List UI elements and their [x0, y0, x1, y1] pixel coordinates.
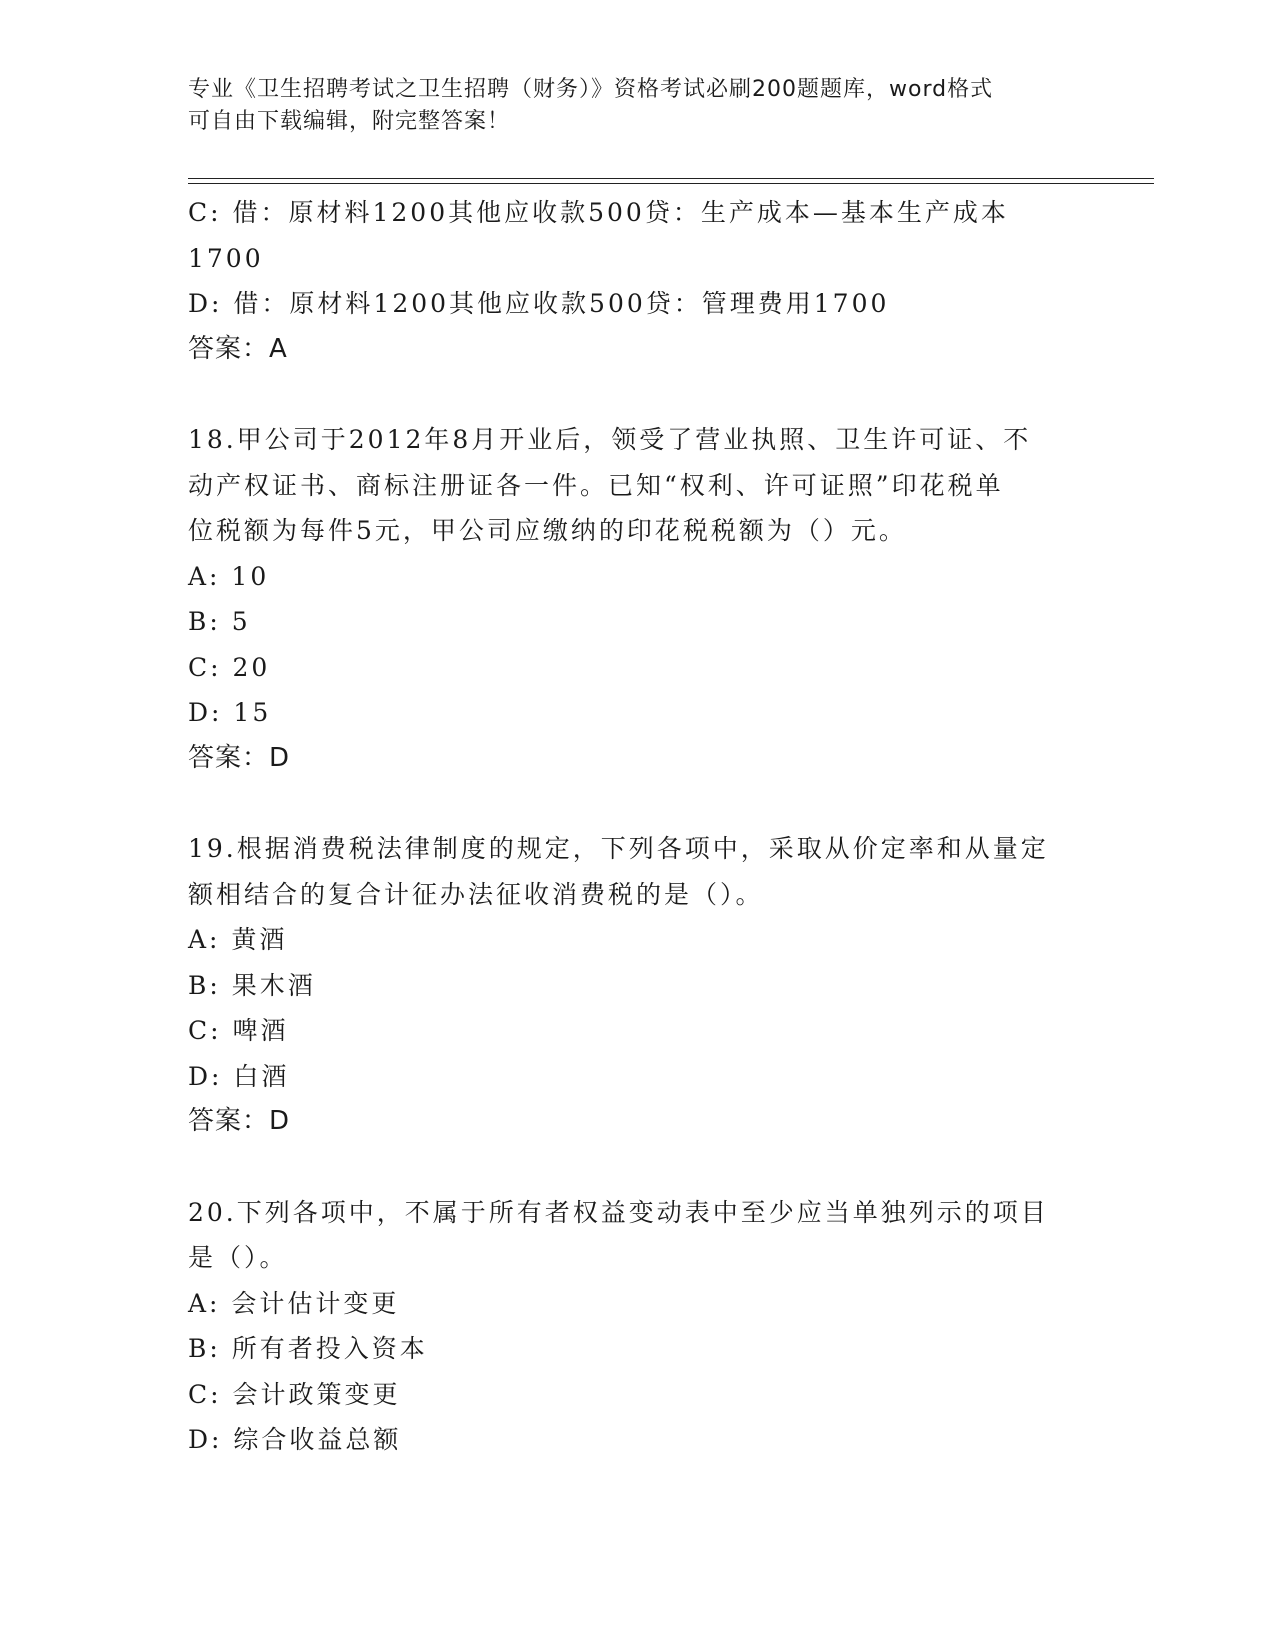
spacer — [188, 1145, 1088, 1190]
question-19 — [188, 826, 1088, 1145]
spacer — [188, 372, 1088, 417]
question-20 — [188, 1190, 1088, 1463]
question-list — [188, 190, 1088, 1463]
question-stem-line-2: 是（）。 — [188, 1243, 288, 1272]
question-stem-line-3: 位税额为每件5元，甲公司应缴纳的印花税税额为（）元。 — [188, 516, 907, 545]
option-a: A: 会计估计变更 — [188, 1288, 400, 1318]
option-d: D: 白酒 — [188, 1061, 290, 1091]
option-a: A: 黄酒 — [188, 925, 288, 954]
option-d: D: 借：原材料1200其他应收款500贷：管理费用1700 — [188, 289, 890, 318]
option-b: B: 所有者投入资本 — [188, 1334, 428, 1363]
option-c: C: 啤酒 — [188, 1016, 289, 1045]
option-c: C: 会计政策变更 — [188, 1379, 401, 1409]
question-stem-line-1: 20.下列各项中，不属于所有者权益变动表中至少应当单独列示的项目 — [188, 1197, 1049, 1227]
option-b: B: 5 — [188, 607, 251, 636]
header-title-line-1: 专业《卫生招聘考试之卫生招聘（财务）》资格考试必刷200题题库，word格式 — [188, 77, 994, 102]
answer: 答案：A — [188, 333, 288, 364]
page-header — [188, 74, 1088, 138]
option-b: B: 果木酒 — [188, 970, 316, 1000]
option-a: A: 10 — [188, 561, 270, 591]
question-stem-line-2: 额相结合的复合计征办法征收消费税的是（）。 — [188, 879, 764, 909]
answer: 答案：D — [188, 1106, 291, 1136]
question-stem-line-2: 动产权证书、商标注册证各一件。已知“权利、许可证照”印花税单 — [188, 470, 1004, 500]
option-c-line-1: C: 借：原材料1200其他应收款500贷：生产成本—基本生产成本 — [188, 198, 1009, 227]
question-stem-line-1: 19.根据消费税法律制度的规定，下列各项中，采取从价定率和从量定 — [188, 834, 1049, 863]
option-c: C: 20 — [188, 652, 271, 682]
question-17-tail — [188, 190, 1088, 372]
spacer — [188, 781, 1088, 826]
header-title-line-2: 可自由下载编辑，附完整答案！ — [188, 109, 511, 134]
option-d: D: 综合收益总额 — [188, 1425, 402, 1454]
option-d: D: 15 — [188, 698, 272, 727]
answer: 答案：D — [188, 742, 291, 773]
option-c-line-2: 1700 — [188, 243, 264, 273]
question-stem-line-1: 18.甲公司于2012年8月开业后，领受了营业执照、卫生许可证、不 — [188, 425, 1032, 454]
header-divider-bottom — [188, 183, 1154, 184]
question-18 — [188, 417, 1088, 781]
header-divider-top — [188, 178, 1154, 179]
